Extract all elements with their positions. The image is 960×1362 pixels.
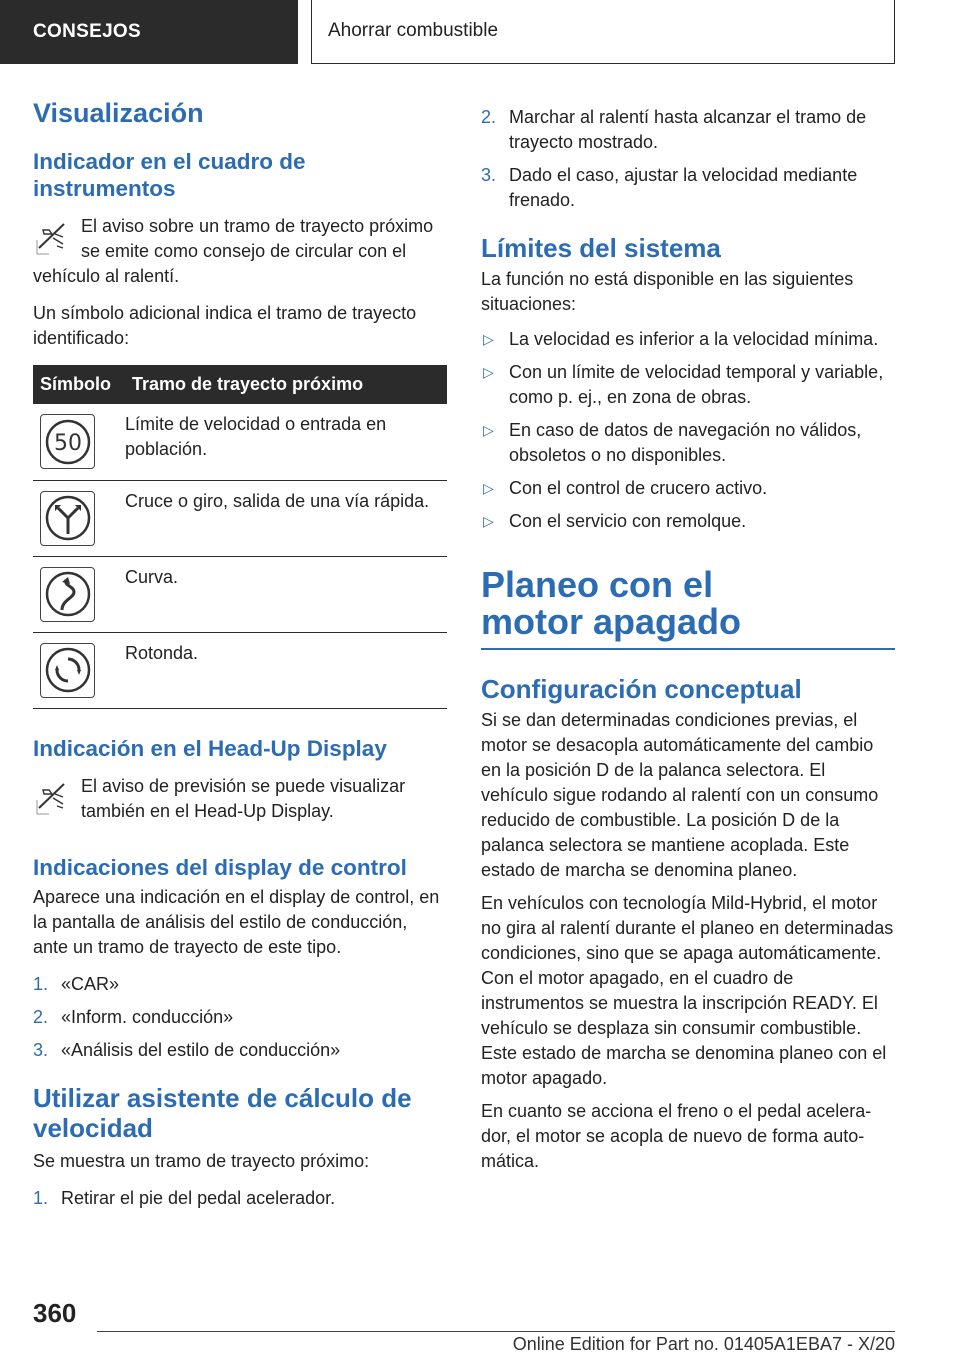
table-cell-text: Rotonda. — [125, 632, 447, 708]
p-simbolo: Un símbolo adicional indica el tramo de trayecto identificado: — [33, 303, 417, 348]
hint-text-1: El aviso sobre un tramo de trayecto próximo se emite como consejo de circular con el vehículo al ralentí. — [33, 216, 434, 286]
hint-block-1 — [33, 214, 447, 289]
bullet-triangle-icon: ▷ — [483, 480, 494, 496]
table-row — [33, 632, 447, 708]
list-item: ▷ Con un límite de velocidad temporal y variable, como p. ej., en zona de obras. — [483, 362, 884, 407]
list-item: 2. Marchar al ralentí hasta alcanzar el tramo de trayecto mostrado. — [481, 107, 867, 152]
list-control — [33, 972, 447, 1063]
left-column — [33, 98, 447, 1211]
list-item: ▷ Con el control de crucero activo. — [481, 476, 895, 501]
list-item: ▷ En caso de datos de navegación no válidos, obsoletos o no disponibles. — [483, 420, 862, 465]
footer-edition: Online Edition for Part no. 01405A1EBA7 - X/20 — [512, 1334, 895, 1354]
bullet-triangle-icon: ▷ — [483, 422, 494, 438]
chapter-title: Ahorrar combustible — [311, 0, 895, 64]
list-item: 3. Dado el caso, ajustar la velocidad mediante frenado. — [481, 165, 858, 210]
list-item: 1. Retirar el pie del pedal acelerador. — [33, 1187, 336, 1208]
p-config-2: En vehículos con tecnología Mild-Hybrid, el motor no gira al ralentí durante el planeo en determinadas condiciones, sino que se apaga automáticamente. Con el motor apagado, en el cuadro de instrumentos se muestra la inscripción READY. El vehículo se desplaza sin consumir combustible. Este estado de marcha se denomina planeo con el motor apagado. — [481, 893, 894, 1088]
page-header — [0, 0, 960, 66]
p-limites: La función no está disponible en las siguientes situaciones: — [481, 269, 854, 314]
speed-limit-50-icon — [40, 414, 95, 469]
list-item: 1. «CAR» — [33, 973, 120, 994]
bullet-triangle-icon: ▷ — [483, 364, 494, 380]
right-column — [481, 105, 895, 1174]
hint-text-2: El aviso de previsión se puede visualizar también en el Head-Up Display. — [81, 775, 406, 821]
list-asistente-rest — [481, 105, 895, 213]
heading-visualizacion: Visualización — [33, 98, 204, 128]
heading-config: Configuración conceptual — [481, 674, 802, 704]
th-simbolo: Símbolo — [33, 365, 125, 404]
p-control: Aparece una indicación en el display de control, en la pantalla de análisis del estilo de conducción, ante un tramo de trayecto de este tipo. — [33, 886, 440, 957]
junction-icon — [40, 491, 95, 546]
table-header-row — [33, 365, 447, 404]
heading-hud: Indicación en el Head-Up Display — [33, 735, 387, 761]
hint-car-icon — [33, 218, 71, 256]
symbol-table — [33, 365, 447, 709]
table-row — [33, 480, 447, 556]
section-planeo — [481, 566, 895, 650]
table-cell-icon — [33, 632, 125, 708]
roundabout-icon — [40, 643, 95, 698]
p-config-3: En cuanto se acciona el freno o el pedal acelerador, el motor se acopla de nuevo de forma automática. — [481, 1101, 872, 1171]
p-asistente: Se muestra un tramo de trayecto próximo: — [33, 1150, 370, 1171]
table-cell-text: Límite de velocidad o entrada en población. — [125, 404, 447, 480]
speed-limit-value: 50 — [53, 430, 82, 456]
bullet-triangle-icon: ▷ — [483, 513, 494, 529]
list-item: ▷ Con el servicio con remolque. — [481, 509, 895, 534]
list-item: 3. «Análisis del estilo de conducción» — [33, 1039, 341, 1060]
list-item: 2. «Inform. conducción» — [33, 1006, 234, 1027]
footer-divider — [97, 1331, 895, 1332]
list-item: ▷ La velocidad es inferior a la velocidad mínima. — [481, 327, 895, 352]
heading-indicador: Indicador en el cuadro de instrumentos — [33, 149, 306, 201]
table-cell-icon — [33, 404, 125, 480]
th-tramo: Tramo de trayecto próximo — [125, 365, 447, 404]
table-cell-text: Cruce o giro, salida de una vía rápida. — [125, 480, 447, 556]
table-cell-icon — [33, 480, 125, 556]
section-label: CONSEJOS — [0, 0, 298, 64]
table-row — [33, 404, 447, 480]
list-limites — [481, 327, 895, 534]
heading-control: Indicaciones del display de control — [33, 854, 407, 880]
curve-icon — [40, 567, 95, 622]
heading-asistente: Utilizar asistente de cálculo de velocidad — [33, 1082, 412, 1143]
bullet-triangle-icon: ▷ — [483, 331, 494, 347]
heading-limites: Límites del sistema — [481, 233, 721, 263]
hint-block-2 — [33, 774, 447, 824]
table-cell-icon — [33, 556, 125, 632]
table-row — [33, 556, 447, 632]
list-asistente-start — [33, 1186, 447, 1211]
p-config-1: Si se dan determinadas condiciones previas, el motor se desacopla automáticamente del cambio en la posición D de la palanca selectora. El vehículo sigue rodando al ralentí con un consumo reducido de combustible. La posición D de la palanca selectora se mantiene acoplada. Este estado de marcha se denomina planeo. — [481, 710, 879, 880]
hint-car-icon — [33, 778, 71, 816]
heading-planeo: Planeo con el motor apagado — [481, 564, 742, 642]
page-number: 360 — [33, 1298, 77, 1328]
table-cell-text: Curva. — [125, 556, 447, 632]
